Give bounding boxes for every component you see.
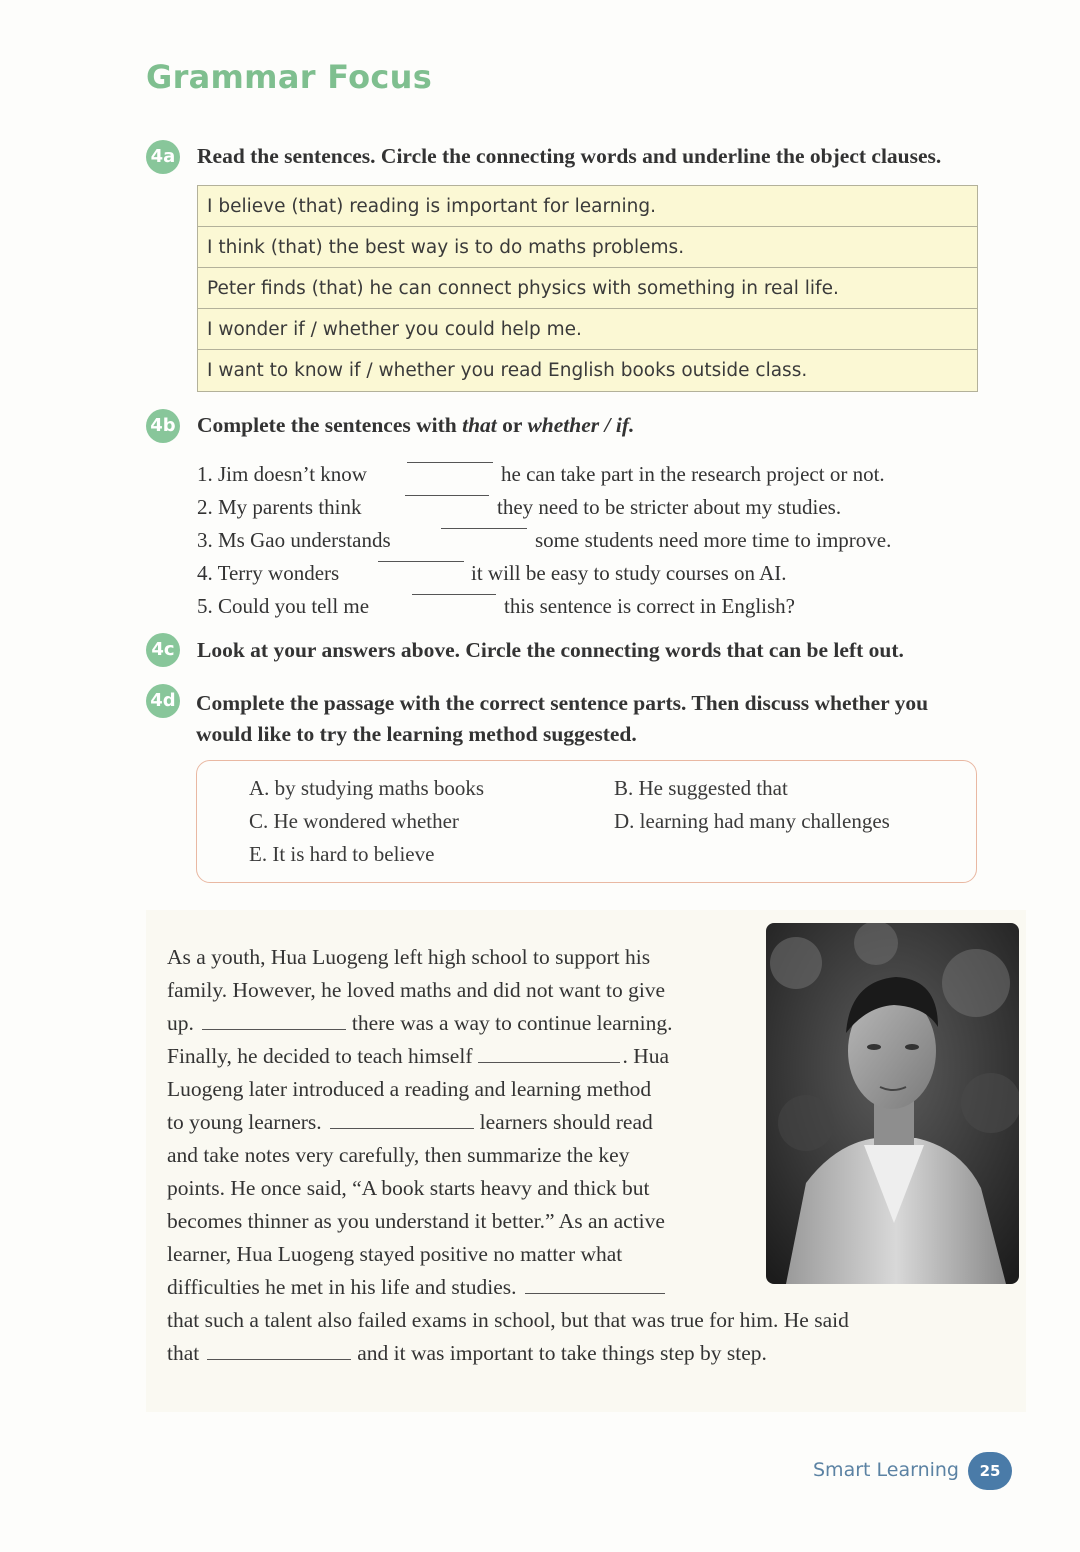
passage-text: Finally, he decided to teach himself bbox=[167, 1044, 473, 1068]
passage-text: to young learners. bbox=[167, 1110, 322, 1134]
table-row: I think (that) the best way is to do maths problems. bbox=[198, 227, 977, 268]
answer-blank[interactable] bbox=[407, 462, 493, 463]
passage-line bbox=[167, 1110, 653, 1140]
table-row: I wonder if / whether you could help me. bbox=[198, 309, 977, 350]
page-title: Grammar Focus bbox=[146, 58, 433, 96]
portrait-photo bbox=[766, 923, 1019, 1284]
item-text-before: 4. Terry wonders bbox=[197, 561, 340, 585]
answer-blank[interactable] bbox=[378, 561, 464, 562]
page-number: 25 bbox=[968, 1452, 1012, 1490]
footer-label: Smart Learning bbox=[813, 1459, 959, 1481]
passage-line: Luogeng later introduced a reading and learning method bbox=[167, 1077, 652, 1101]
option-b: B. He suggested that bbox=[614, 776, 788, 800]
option-e: E. It is hard to believe bbox=[249, 842, 435, 866]
passage-text: there was a way to continue learning. bbox=[351, 1011, 673, 1035]
item-text-after: some students need more time to improve. bbox=[535, 528, 892, 552]
table-row: I believe (that) reading is important for learning. bbox=[198, 186, 977, 227]
passage-line: that such a talent also failed exams in school, but that was true for him. He said bbox=[167, 1308, 849, 1332]
item-text-before: 3. Ms Gao understands bbox=[197, 528, 391, 552]
passage-line: As a youth, Hua Luogeng left high school to support his bbox=[167, 945, 651, 969]
item-text-after: this sentence is correct in English? bbox=[504, 594, 795, 618]
passage-line: learner, Hua Luogeng stayed positive no matter what bbox=[167, 1242, 623, 1266]
passage-line bbox=[167, 1011, 672, 1041]
item-text-after: he can take part in the research project or not. bbox=[501, 462, 885, 486]
exercise-4a-instruction: Read the sentences. Circle the connecting words and underline the object clauses. bbox=[197, 144, 942, 168]
item-text-before: 1. Jim doesn’t know bbox=[197, 462, 367, 486]
passage-line: points. He once said, “A book starts heavy and thick but bbox=[167, 1176, 650, 1200]
instruction-whether-if: whether / if. bbox=[527, 413, 635, 437]
exercise-4c-instruction: Look at your answers above. Circle the connecting words that can be left out. bbox=[197, 638, 904, 662]
passage-text: difficulties he met in his life and studies. bbox=[167, 1275, 517, 1299]
passage-line bbox=[167, 1275, 669, 1305]
item-text-after: it will be easy to study courses on AI. bbox=[471, 561, 787, 585]
passage-text: . Hua bbox=[622, 1044, 670, 1068]
answer-blank[interactable] bbox=[441, 528, 527, 529]
option-a: A. by studying maths books bbox=[249, 776, 485, 800]
sentence-table bbox=[197, 185, 978, 392]
answer-blank[interactable] bbox=[207, 1359, 351, 1360]
passage-text: that bbox=[167, 1341, 200, 1365]
exercise-badge-4b: 4b bbox=[146, 409, 180, 443]
option-c: C. He wondered whether bbox=[249, 809, 459, 833]
answer-blank[interactable] bbox=[412, 594, 496, 595]
table-row: Peter finds (that) he can connect physics with something in real life. bbox=[198, 268, 977, 309]
table-row: I want to know if / whether you read English books outside class. bbox=[207, 360, 808, 381]
exercise-4d-instruction: Complete the passage with the correct sentence parts. Then discuss whether you would like to try the learning method suggested. bbox=[196, 691, 929, 746]
answer-blank[interactable] bbox=[202, 1029, 346, 1030]
passage-line: and take notes very carefully, then summarize the key bbox=[167, 1143, 630, 1167]
answer-blank[interactable] bbox=[330, 1128, 474, 1129]
answer-blank[interactable] bbox=[478, 1062, 620, 1063]
passage-text: learners should read bbox=[479, 1110, 653, 1134]
answer-blank[interactable] bbox=[405, 495, 489, 496]
passage-line: family. However, he loved maths and did not want to give bbox=[167, 978, 666, 1002]
item-text-before: 2. My parents think bbox=[197, 495, 362, 519]
passage-text: and it was important to take things step by step. bbox=[357, 1341, 767, 1365]
instruction-or: or bbox=[496, 413, 528, 437]
exercise-badge-4a: 4a bbox=[146, 140, 180, 174]
answer-blank[interactable] bbox=[525, 1293, 665, 1294]
exercise-badge-4c: 4c bbox=[146, 633, 180, 667]
passage-line bbox=[167, 1044, 669, 1074]
item-text-before: 5. Could you tell me bbox=[197, 594, 370, 618]
exercise-badge-4d: 4d bbox=[146, 684, 180, 718]
passage-line: becomes thinner as you understand it better.” As an active bbox=[167, 1209, 665, 1233]
option-d: D. learning had many challenges bbox=[614, 809, 890, 833]
exercise-4b-instruction bbox=[197, 413, 634, 438]
passage-text: up. bbox=[167, 1011, 194, 1035]
instruction-that: that bbox=[462, 413, 497, 437]
instruction-text: Complete the sentences with bbox=[197, 413, 463, 437]
passage-line bbox=[167, 1341, 767, 1371]
item-text-after: they need to be stricter about my studies. bbox=[497, 495, 842, 519]
